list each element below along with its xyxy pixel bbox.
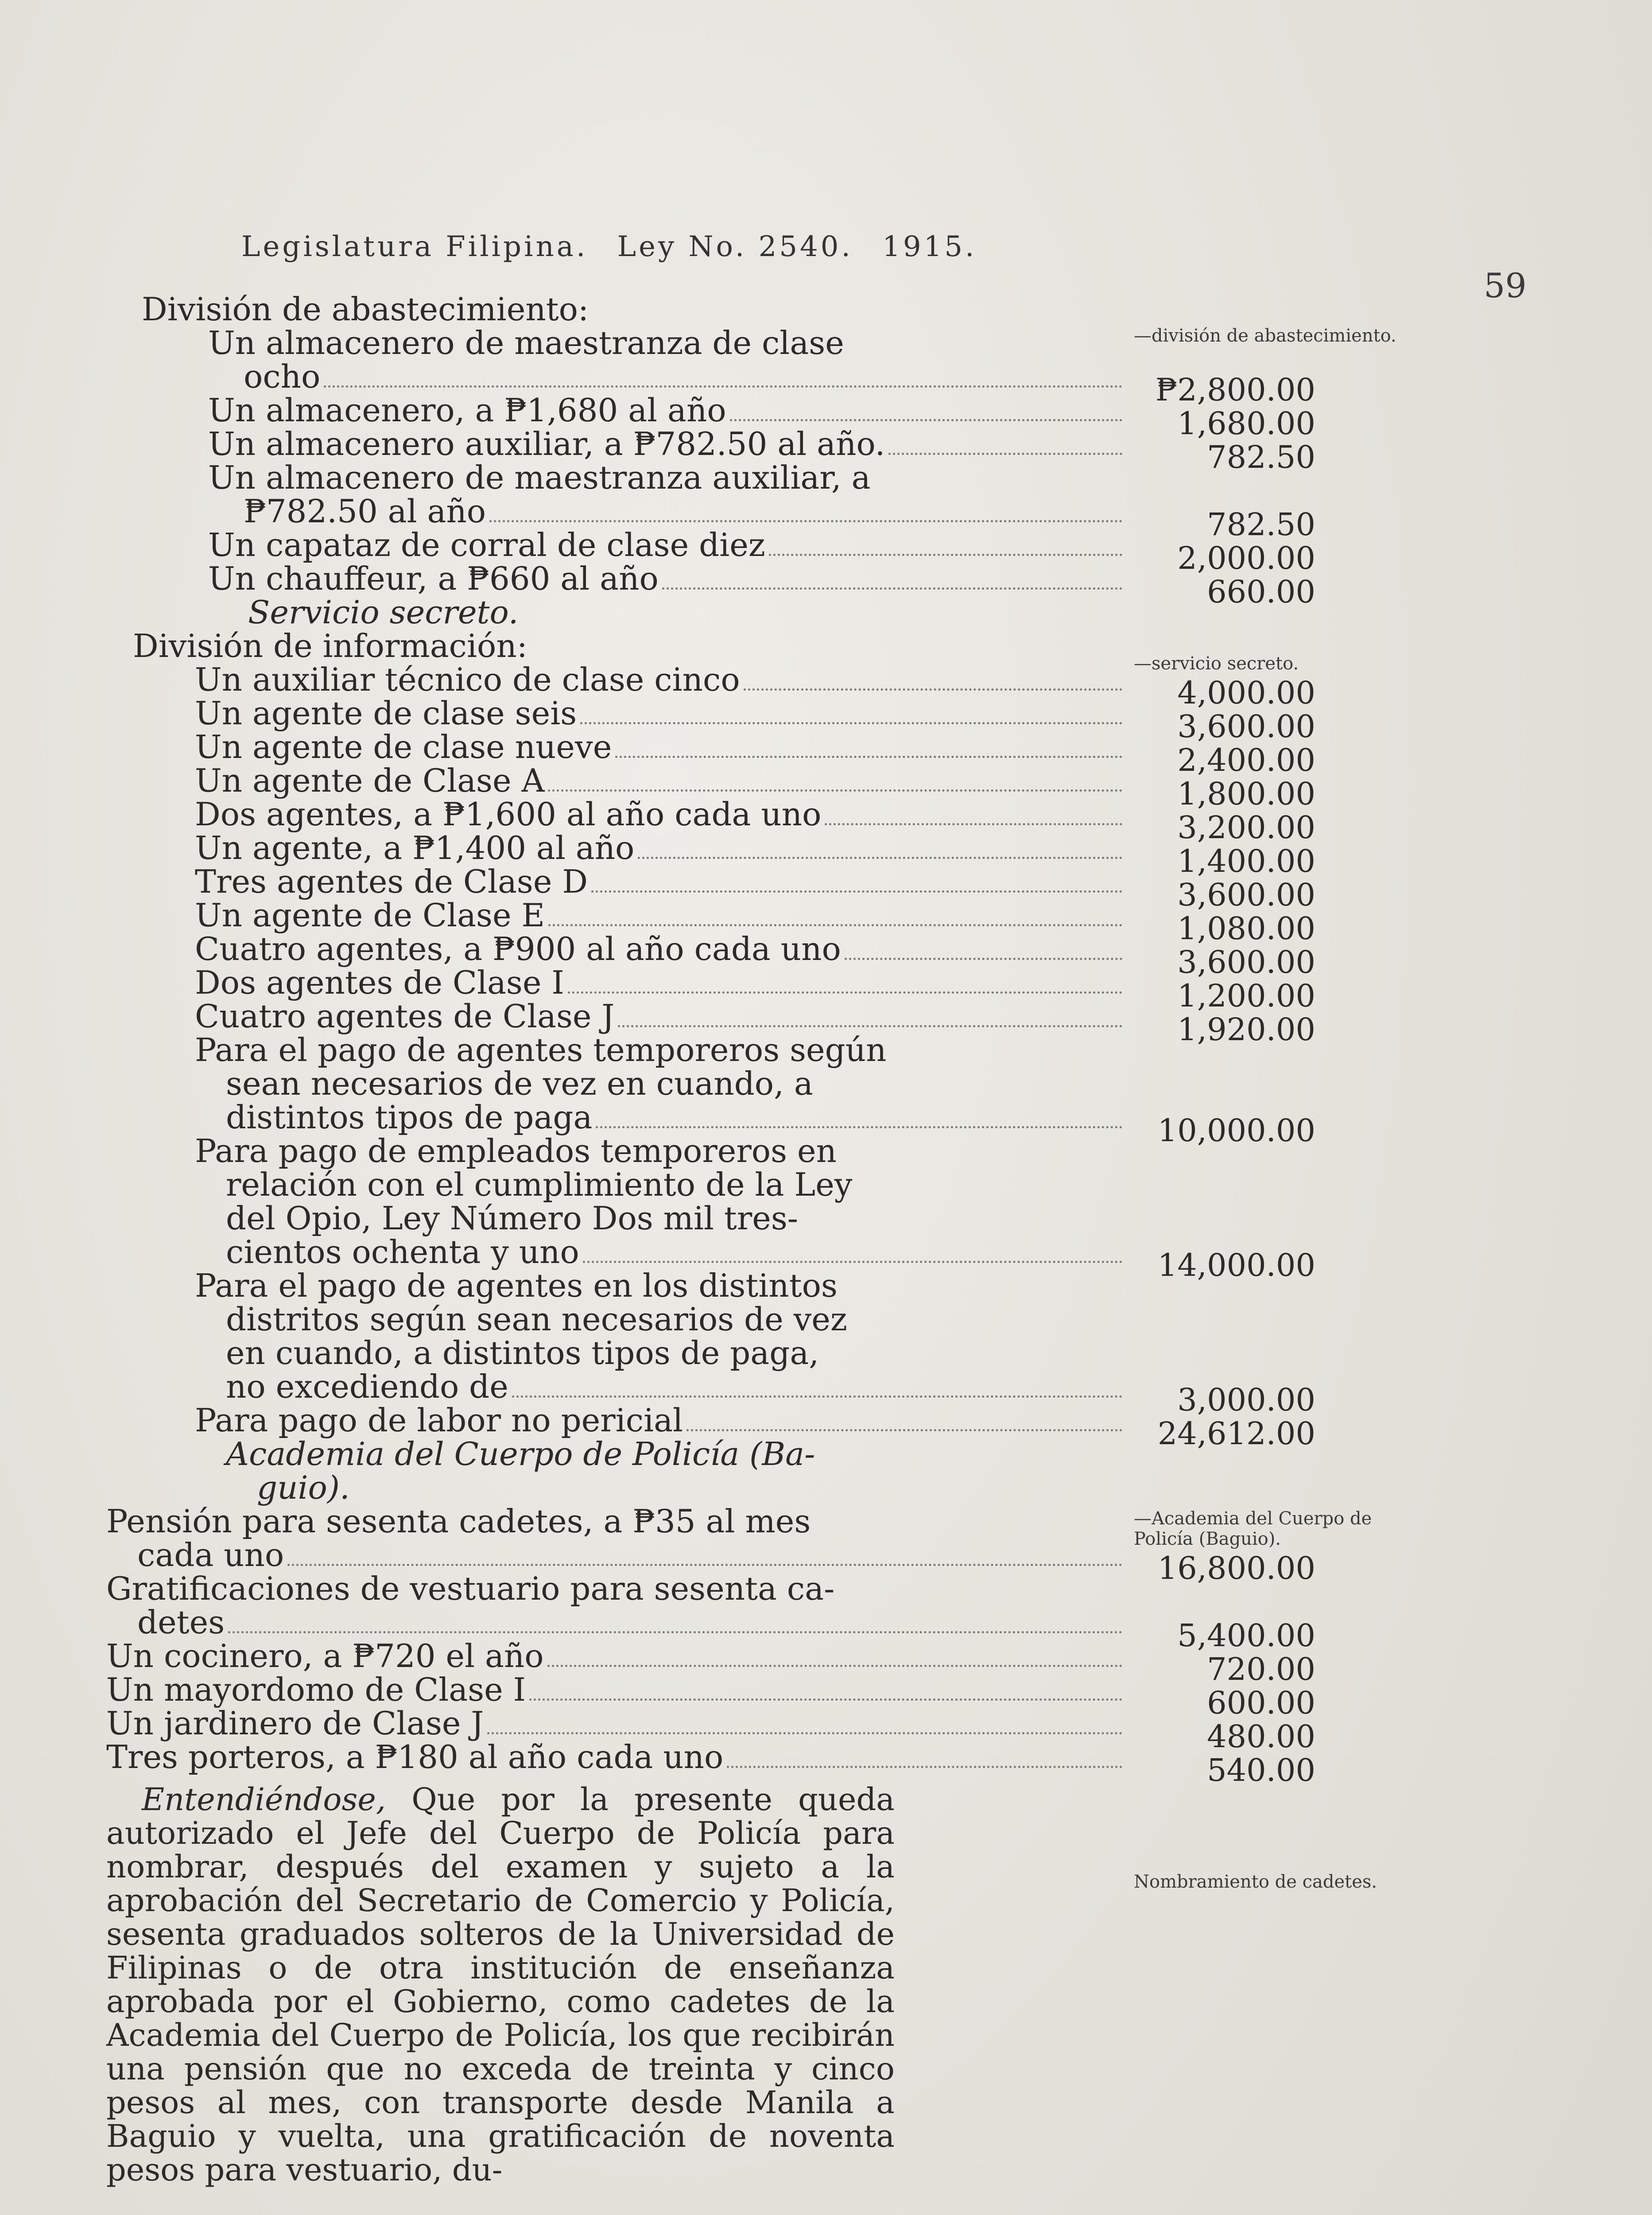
line-item-text-row — [106, 1368, 1315, 1418]
line-item-text-row: Gratificaciones de vestuario para sesenta ca- — [106, 1570, 835, 1607]
line-item-text: Un almacenero auxiliar, a ₱782.50 al año. — [208, 425, 885, 462]
line-item-amount: 1,920.00 — [1177, 1011, 1315, 1048]
dot-leader — [228, 1631, 1122, 1633]
line-item-amount: 2,000.00 — [1177, 540, 1315, 576]
line-item-text-row: sean necesarios de vez en cuando, a — [226, 1065, 813, 1102]
line-item-amount: 24,612.00 — [1157, 1415, 1315, 1452]
line-item-text-row — [106, 392, 1315, 442]
line-item — [106, 1402, 1315, 1452]
line-item — [106, 762, 1315, 812]
line-item-text-row — [106, 964, 1315, 1014]
line-item-amount: 1,680.00 — [1177, 405, 1315, 442]
line-item-text: distintos tipos de paga — [226, 1099, 593, 1136]
section-heading-abastecimiento: División de abastecimiento: — [142, 291, 589, 328]
dot-leader — [730, 419, 1122, 421]
line-item-text: Cuatro agentes, a ₱900 al año cada uno — [195, 930, 841, 968]
line-item-text-row — [106, 897, 1315, 947]
line-item — [106, 863, 1315, 913]
margin-note-abastecimiento: —división de abastecimiento. — [1134, 326, 1396, 346]
dot-leader — [638, 857, 1122, 859]
line-item-amount: 2,400.00 — [1177, 742, 1315, 778]
line-item — [106, 1570, 1315, 1654]
line-item-text-row: en cuando, a distintos tipos de paga, — [226, 1334, 819, 1372]
line-item-text: Tres agentes de Clase D — [195, 863, 588, 900]
dot-leader — [888, 453, 1122, 455]
line-item — [106, 728, 1315, 778]
header-year: 1915. — [882, 230, 977, 263]
dot-leader — [324, 385, 1122, 388]
section-servicio-secreto: Servicio secreto. — [248, 594, 519, 631]
line-item-text: Un auxiliar técnico de clase cinco — [195, 661, 740, 698]
line-item-text: detes — [137, 1604, 225, 1641]
page-number: 59 — [1484, 266, 1527, 305]
dot-leader — [686, 1429, 1122, 1431]
line-item-text-row — [106, 1402, 1315, 1452]
line-item-amount: 660.00 — [1207, 574, 1315, 610]
line-item — [106, 695, 1315, 745]
proviso-lead: Entendiéndose, — [142, 1781, 386, 1818]
line-item-text-row — [106, 1604, 1315, 1654]
line-item-text-row — [106, 829, 1315, 879]
dot-leader — [512, 1395, 1122, 1398]
line-item-text-row: Un almacenero de maestranza auxiliar, a — [208, 459, 871, 496]
line-item-text: ₱782.50 al año — [244, 493, 486, 530]
line-item-text-row — [106, 526, 1315, 576]
line-item-amount: 540.00 — [1207, 1752, 1315, 1788]
proviso-paragraph — [106, 1783, 895, 2187]
line-item-text: Dos agentes, a ₱1,600 al año cada uno — [195, 796, 822, 833]
line-item-text-row: distritos según sean necesarios de vez — [226, 1301, 847, 1338]
dot-leader — [769, 554, 1122, 556]
line-item-text: Un capataz de corral de clase diez — [208, 526, 765, 563]
line-item-text: Un agente de clase seis — [195, 695, 577, 732]
line-item-text-row — [106, 1705, 1315, 1755]
line-item-amount: 10,000.00 — [1157, 1112, 1315, 1149]
line-item-amount: 1,800.00 — [1177, 776, 1315, 812]
line-item-text-row — [106, 1637, 1315, 1687]
line-item-amount: 4,000.00 — [1177, 675, 1315, 711]
running-header — [241, 230, 994, 263]
line-item-amount: 480.00 — [1207, 1718, 1315, 1755]
line-item — [106, 1705, 1315, 1755]
line-item-text: Un agente de Clase A — [195, 762, 545, 799]
line-item-amount: 720.00 — [1207, 1651, 1315, 1687]
line-item-text-row — [106, 1233, 1315, 1283]
line-item-text-row — [106, 1099, 1315, 1149]
margin-note-servicio-secreto: —servicio secreto. — [1134, 653, 1299, 674]
line-item-text-row — [106, 425, 1315, 475]
line-item-text-row — [106, 998, 1315, 1048]
line-item-text: Cuatro agentes de Clase J — [195, 998, 615, 1035]
line-item-text: ocho — [244, 358, 321, 395]
line-item-text: Un agente de clase nueve — [195, 728, 612, 766]
line-item-text: no excediendo de — [226, 1368, 508, 1405]
line-item-text-row: Para el pago de agentes en los distintos — [195, 1267, 838, 1304]
dot-leader — [548, 789, 1122, 792]
dot-leader — [662, 587, 1122, 590]
line-item — [106, 425, 1315, 475]
line-item-amount: 1,200.00 — [1177, 978, 1315, 1014]
line-item-text-row: Un almacenero de maestranza de clase — [208, 324, 844, 361]
line-item — [106, 1031, 1315, 1149]
line-item-text-row — [106, 1671, 1315, 1721]
line-item-text-row — [106, 493, 1315, 543]
line-item-amount: 3,600.00 — [1177, 877, 1315, 913]
margin-note-nombramiento: Nombramiento de cadetes. — [1134, 1872, 1377, 1892]
line-item-amount: ₱2,800.00 — [1155, 372, 1315, 408]
dot-leader — [487, 1732, 1122, 1734]
header-legislature: Legislatura Filipina. — [241, 230, 588, 263]
line-item-text-row — [106, 1738, 1315, 1788]
line-item-amount: 3,600.00 — [1177, 944, 1315, 980]
dot-leader — [568, 991, 1122, 994]
line-item — [106, 560, 1315, 610]
dot-leader — [596, 1126, 1122, 1128]
line-item — [106, 1132, 1315, 1283]
line-item — [106, 998, 1315, 1048]
dot-leader — [547, 1665, 1122, 1667]
line-item-text-row — [106, 728, 1315, 778]
line-item — [106, 796, 1315, 846]
line-item-text: Un agente de Clase E — [195, 897, 545, 934]
line-item — [106, 392, 1315, 442]
line-item-text-row — [106, 863, 1315, 913]
section-academia-heading-2: guio). — [257, 1469, 350, 1506]
dot-leader — [583, 1261, 1122, 1263]
line-item-text-row — [106, 695, 1315, 745]
dot-leader — [744, 688, 1122, 691]
proviso-text: Que por la presente queda autorizado el Jefe del Cuerpo de Policía para nombrar, después del examen y sujeto a la aprobación del Secretario de Comercio y Policía, sesenta graduados solteros de la Universidad de Filipinas o de otra institución de enseñanza aprobada por el Gobierno, como cadetes de la Academia del Cuerpo de Policía, los que recibirán una pensión que no exceda de treinta y cinco pesos al mes, con transporte desde Manila a Baguio y vuelta, una gratificación de noventa pesos para vestuario, du- — [106, 1781, 895, 2188]
line-item-text: Un chauffeur, a ₱660 al año — [208, 560, 659, 597]
dot-leader — [548, 924, 1122, 926]
section-heading-informacion: División de información: — [133, 627, 527, 664]
line-item-amount: 1,400.00 — [1177, 843, 1315, 879]
dot-leader — [615, 756, 1122, 758]
line-item-text-row — [106, 358, 1315, 408]
line-item-text-row: Pensión para sesenta cadetes, a ₱35 al mes — [106, 1503, 811, 1540]
line-item-text-row — [106, 560, 1315, 610]
dot-leader — [591, 890, 1122, 893]
line-item — [106, 459, 1315, 543]
line-item — [106, 829, 1315, 879]
line-item-text: Tres porteros, a ₱180 al año cada uno — [106, 1738, 724, 1776]
line-item-text: Un cocinero, a ₱720 el año — [106, 1637, 544, 1675]
dot-leader — [287, 1564, 1122, 1566]
dot-leader — [727, 1766, 1122, 1768]
line-item-amount: 782.50 — [1207, 506, 1315, 543]
line-item-text: Dos agentes de Clase I — [195, 964, 564, 1001]
line-item-text: Un jardinero de Clase J — [106, 1705, 484, 1742]
dot-leader — [529, 1698, 1122, 1701]
line-item-text-row — [106, 762, 1315, 812]
line-item-amount: 3,200.00 — [1177, 809, 1315, 846]
line-item-text-row: del Opio, Ley Número Dos mil tres- — [226, 1200, 799, 1237]
line-item-amount: 16,800.00 — [1157, 1550, 1315, 1586]
dot-leader — [825, 823, 1122, 825]
line-item-text: Para pago de labor no pericial — [195, 1402, 683, 1439]
line-item-text: Un agente, a ₱1,400 al año — [195, 829, 635, 867]
line-item-text-row: relación con el cumplimiento de la Ley — [226, 1166, 853, 1203]
line-item-amount: 3,600.00 — [1177, 708, 1315, 745]
line-item-amount: 782.50 — [1207, 439, 1315, 475]
line-item-text-row: Para el pago de agentes temporeros según — [195, 1031, 887, 1069]
line-item — [106, 1738, 1315, 1788]
line-item-text: cada uno — [137, 1536, 284, 1574]
line-item-text-row — [106, 930, 1315, 980]
line-item-text-row: Para pago de empleados temporeros en — [195, 1132, 837, 1170]
header-law-number: Ley No. 2540. — [617, 230, 853, 263]
line-item-amount: 1,080.00 — [1177, 910, 1315, 947]
line-item — [106, 1637, 1315, 1687]
line-item-text: Un mayordomo de Clase I — [106, 1671, 526, 1708]
line-item — [106, 526, 1315, 576]
line-item-amount: 3,000.00 — [1177, 1382, 1315, 1418]
line-item-amount: 600.00 — [1207, 1685, 1315, 1721]
line-item-text-row — [106, 796, 1315, 846]
line-item — [106, 930, 1315, 980]
line-item-text-row — [106, 1536, 1315, 1586]
line-item — [106, 1267, 1315, 1418]
line-item — [106, 964, 1315, 1014]
dot-leader — [618, 1025, 1122, 1027]
line-item-amount: 5,400.00 — [1177, 1617, 1315, 1654]
section-academia-heading-1: Academia del Cuerpo de Policía (Ba- — [226, 1435, 815, 1473]
margin-note-academia: —Academia del Cuerpo de Policía (Baguio). — [1134, 1508, 1372, 1549]
dot-leader — [845, 958, 1122, 960]
dot-leader — [489, 520, 1122, 522]
line-item-amount: 14,000.00 — [1157, 1247, 1315, 1283]
line-item-text: Un almacenero, a ₱1,680 al año — [208, 392, 726, 429]
line-item — [106, 1671, 1315, 1721]
line-item — [106, 897, 1315, 947]
line-item-text: cientos ochenta y uno — [226, 1233, 579, 1271]
dot-leader — [580, 722, 1122, 724]
